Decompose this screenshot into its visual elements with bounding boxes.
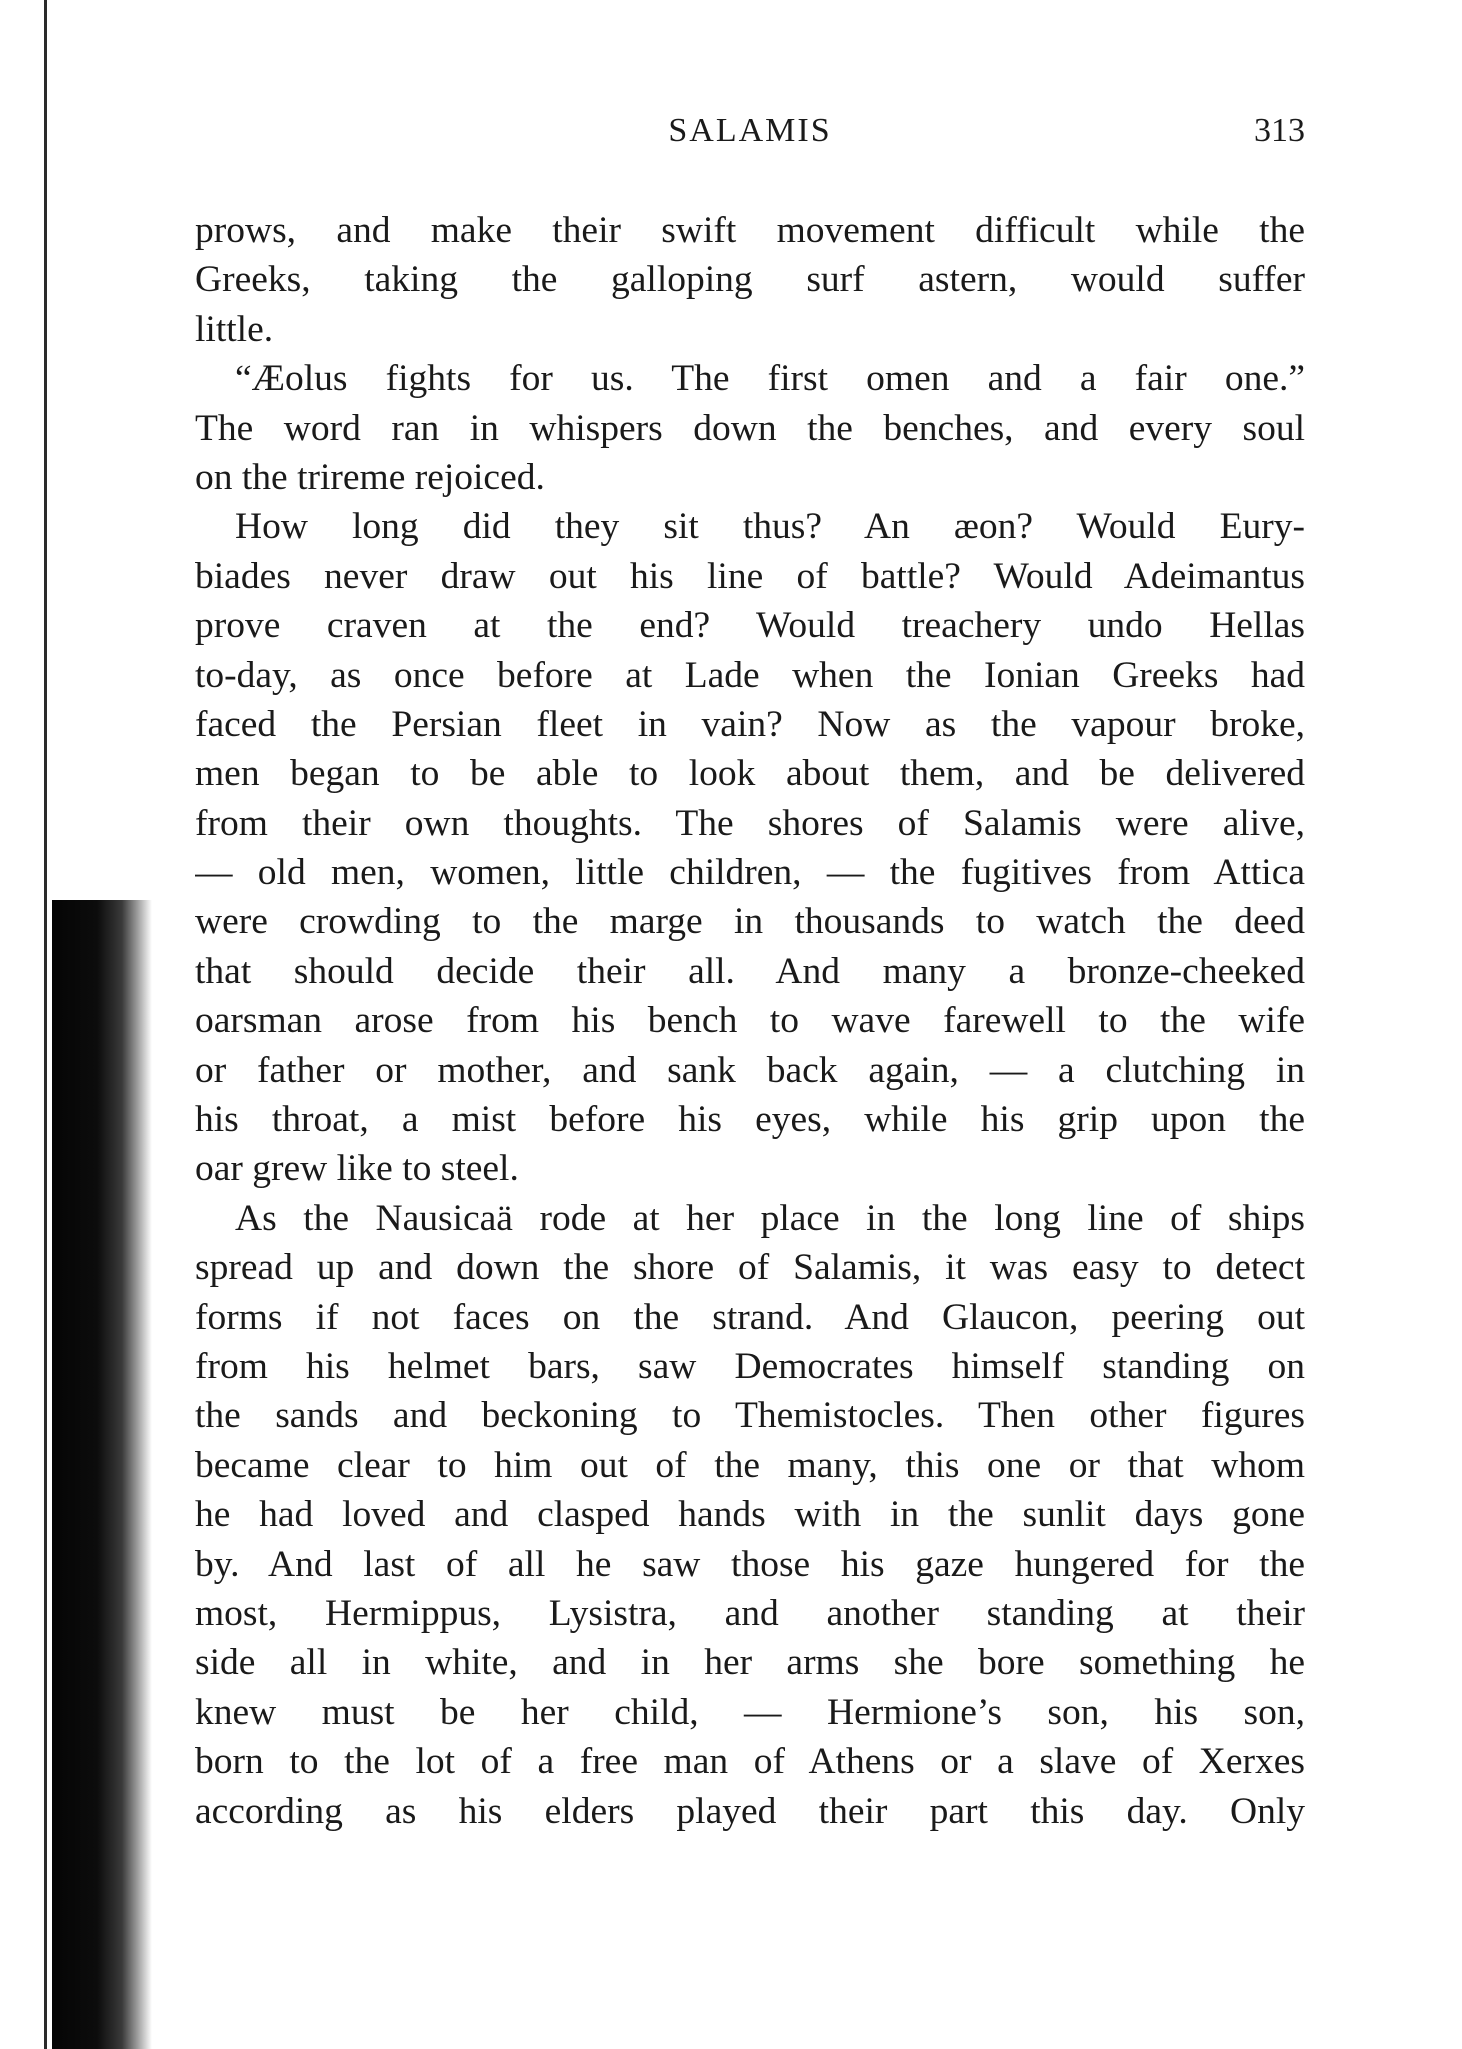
text-line: according as his elders played their part this day. Only (195, 1790, 1305, 1832)
text-line: prove craven at the end? Would treachery undo Hellas (195, 605, 1305, 647)
text-line: on the trireme rejoiced. (195, 456, 545, 498)
text-line: became clear to him out of the many, this one or that whom (195, 1444, 1305, 1486)
text-line: most, Hermippus, Lysistra, and another standing at their (195, 1592, 1305, 1634)
text-line: Greeks, taking the galloping surf astern, would suffer (195, 259, 1305, 301)
text-line: to-day, as once before at Lade when the Ionian Greeks had (195, 654, 1305, 696)
text-line: from their own thoughts. The shores of Salamis were alive, (195, 802, 1305, 844)
page-edge-rule (44, 0, 47, 2049)
text-line: “Æolus fights for us. The first omen and a fair one.” (235, 358, 1305, 400)
text-line: born to the lot of a free man of Athens or a slave of Xerxes (195, 1741, 1305, 1783)
text-line: little. (195, 308, 274, 350)
page-number: 313 (1254, 112, 1305, 149)
text-line: side all in white, and in her arms she bore something he (195, 1642, 1305, 1684)
text-line: or father or mother, and sank back again, — a clutching in (195, 1049, 1305, 1091)
text-line: men began to be able to look about them, and be delivered (195, 753, 1305, 795)
text-line: As the Nausicaä rode at her place in the long line of ships (235, 1197, 1305, 1239)
text-line: prows, and make their swift movement difficult while the (195, 210, 1305, 251)
text-line: were crowding to the marge in thousands to watch the deed (195, 901, 1305, 943)
text-line: biades never draw out his line of battle? Would Adeimantus (195, 555, 1305, 597)
text-line: that should decide their all. And many a bronze-cheeked (195, 950, 1305, 992)
text-line: knew must be her child, — Hermione’s son, his son, (195, 1691, 1305, 1733)
binding-shadow (52, 900, 152, 2049)
text-line: from his helmet bars, saw Democrates himself standing on (195, 1345, 1305, 1387)
text-line: spread up and down the shore of Salamis, it was easy to detect (195, 1247, 1305, 1289)
running-title: SALAMIS (668, 112, 832, 149)
text-line: he had loved and clasped hands with in the sunlit days gone (195, 1494, 1305, 1536)
text-line: — old men, women, little children, — the fugitives from Attica (195, 852, 1305, 894)
text-line: by. And last of all he saw those his gaze hungered for the (195, 1543, 1305, 1585)
running-head (195, 112, 1305, 172)
text-line: forms if not faces on the strand. And Glaucon, peering out (195, 1296, 1305, 1338)
text-line: oar grew like to steel. (195, 1148, 519, 1190)
text-line: oarsman arose from his bench to wave farewell to the wife (195, 1000, 1305, 1042)
text-line: faced the Persian fleet in vain? Now as the vapour broke, (195, 703, 1305, 745)
text-line: his throat, a mist before his eyes, while his grip upon the (195, 1099, 1305, 1141)
body-text (195, 206, 1305, 1836)
text-line: the sands and beckoning to Themistocles. Then other figures (195, 1395, 1305, 1437)
text-line: The word ran in whispers down the benches, and every soul (195, 407, 1305, 449)
text-line: How long did they sit thus? An æon? Would Eury- (235, 506, 1305, 548)
